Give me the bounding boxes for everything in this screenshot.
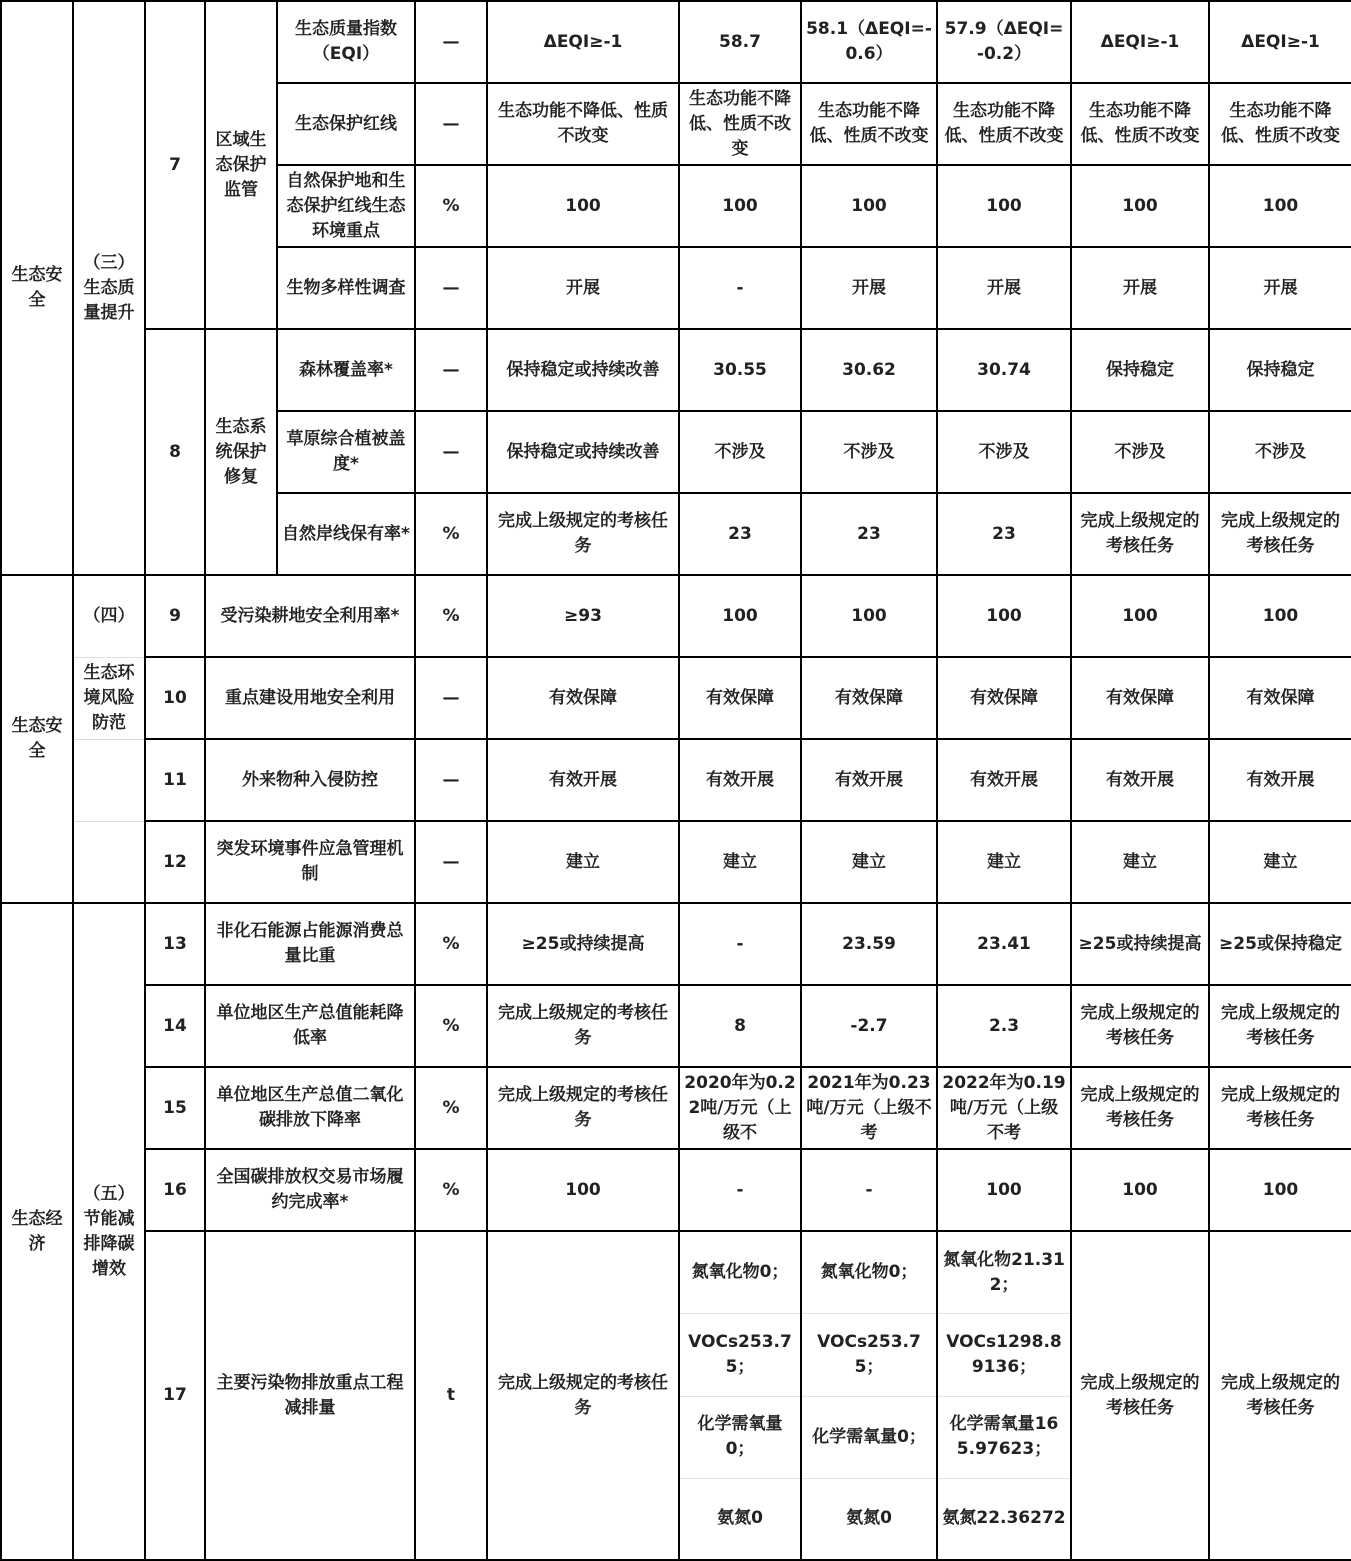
indicator-name: 单位地区生产总值二氧化碳排放下降率 [205, 1067, 415, 1149]
target-cell: ≥93 [487, 575, 679, 657]
target-cell: ≥25或持续提高 [487, 903, 679, 985]
indicator-name: 自然岸线保有率* [277, 493, 415, 575]
value-2020: 100 [679, 575, 801, 657]
plan-value-1: 100 [1071, 1149, 1209, 1231]
pollutant-item: 氨氮0 [680, 1478, 800, 1559]
section-label: 生态经济 [1, 903, 73, 1560]
table-row [1, 985, 1351, 1067]
section-label: 生态安全 [1, 1, 73, 575]
unit-cell: % [415, 1067, 487, 1149]
plan-value-2: 保持稳定 [1209, 329, 1351, 411]
unit-cell: — [415, 329, 487, 411]
unit-cell: — [415, 1, 487, 83]
plan-value-1: 完成上级规定的考核任务 [1071, 493, 1209, 575]
value-2022: 2022年为0.19吨/万元（上级不考 [937, 1067, 1071, 1149]
target-cell: 完成上级规定的考核任务 [487, 1231, 679, 1560]
value-2022: 开展 [937, 247, 1071, 329]
category-label: （三）生态质量提升 [73, 1, 145, 575]
table-row [1, 1231, 1351, 1560]
table-row [1, 1067, 1351, 1149]
indicator-name: 重点建设用地安全利用 [205, 657, 415, 739]
target-cell: 完成上级规定的考核任务 [487, 985, 679, 1067]
pollutant-item: 化学需氧量0； [680, 1396, 800, 1478]
target-cell: 建立 [487, 821, 679, 903]
value-2020: - [679, 903, 801, 985]
unit-cell: % [415, 575, 487, 657]
value-2021: 23.59 [801, 903, 937, 985]
value-2021: 不涉及 [801, 411, 937, 493]
indicator-name: 主要污染物排放重点工程减排量 [205, 1231, 415, 1560]
value-2021: 100 [801, 165, 937, 247]
category-label: （五）节能减排降碳增效 [73, 903, 145, 1560]
subgroup-label: 区域生态保护监管 [205, 1, 277, 329]
unit-cell: — [415, 821, 487, 903]
value-2021 [801, 1231, 937, 1560]
target-cell: 完成上级规定的考核任务 [487, 493, 679, 575]
table-row [1, 329, 1351, 411]
value-2020: 有效保障 [679, 657, 801, 739]
pollutant-item: 氮氧化物0； [820, 1262, 918, 1283]
category-blank [73, 739, 145, 821]
target-cell: ΔEQI≥-1 [487, 1, 679, 83]
indicator-name: 生态保护红线 [277, 83, 415, 165]
value-2020: 2020年为0.22吨/万元（上级不 [679, 1067, 801, 1149]
plan-value-2: 完成上级规定的考核任务 [1209, 493, 1351, 575]
target-cell: 100 [487, 165, 679, 247]
unit-cell: % [415, 903, 487, 985]
category-number: （四） [73, 575, 145, 657]
plan-value-2: 有效开展 [1209, 739, 1351, 821]
plan-value-1: 完成上级规定的考核任务 [1071, 1231, 1209, 1560]
table-row [1, 821, 1351, 903]
table-row [1, 1149, 1351, 1231]
table-row [1, 739, 1351, 821]
indicator-name: 非化石能源占能源消费总量比重 [205, 903, 415, 985]
pollutant-item: 化学需氧量165.97623； [938, 1396, 1070, 1478]
value-2020: 58.7 [679, 1, 801, 83]
value-2020: - [679, 1149, 801, 1231]
unit-cell: — [415, 739, 487, 821]
value-2020: 23 [679, 493, 801, 575]
target-cell: 保持稳定或持续改善 [487, 411, 679, 493]
plan-value-2: 100 [1209, 165, 1351, 247]
pollutant-item: 氨氮22.36272 [938, 1478, 1070, 1559]
plan-value-1: 100 [1071, 165, 1209, 247]
subgroup-label: 生态系统保护修复 [205, 329, 277, 575]
value-2022: 57.9（ΔEQI=-0.2） [937, 1, 1071, 83]
value-2022: 不涉及 [937, 411, 1071, 493]
plan-value-2: 完成上级规定的考核任务 [1209, 1067, 1351, 1149]
value-2020: - [679, 247, 801, 329]
unit-cell: % [415, 985, 487, 1067]
value-2021: - [801, 1149, 937, 1231]
value-2020: 8 [679, 985, 801, 1067]
category-blank [73, 821, 145, 903]
value-2021: 58.1（ΔEQI=-0.6） [801, 1, 937, 83]
target-cell: 100 [487, 1149, 679, 1231]
table-row [1, 903, 1351, 985]
table-row [1, 575, 1351, 657]
value-2022: 100 [937, 1149, 1071, 1231]
pollutant-item: 氮氧化物21.312； [943, 1249, 1065, 1295]
pollutant-item: VOCs1298.89136； [938, 1313, 1070, 1395]
value-2022: 23 [937, 493, 1071, 575]
value-2021: 生态功能不降低、性质不改变 [801, 83, 937, 165]
value-2020: 100 [679, 165, 801, 247]
plan-value-2: 完成上级规定的考核任务 [1209, 1231, 1351, 1560]
row-number: 10 [145, 657, 205, 739]
plan-value-2: 开展 [1209, 247, 1351, 329]
value-2021: 有效保障 [801, 657, 937, 739]
indicator-name: 全国碳排放权交易市场履约完成率* [205, 1149, 415, 1231]
plan-value-1: ≥25或持续提高 [1071, 903, 1209, 985]
row-number: 17 [145, 1231, 205, 1560]
indicator-name: 森林覆盖率* [277, 329, 415, 411]
plan-value-2: 100 [1209, 1149, 1351, 1231]
indicator-name: 自然保护地和生态保护红线生态环境重点 [277, 165, 415, 247]
indicator-name: 生物多样性调查 [277, 247, 415, 329]
plan-value-2: ΔEQI≥-1 [1209, 1, 1351, 83]
row-number: 11 [145, 739, 205, 821]
section-label: 生态安全 [1, 575, 73, 903]
target-cell: 有效开展 [487, 739, 679, 821]
plan-value-2: 100 [1209, 575, 1351, 657]
value-2020: 30.55 [679, 329, 801, 411]
value-2022: 100 [937, 165, 1071, 247]
plan-value-1: 完成上级规定的考核任务 [1071, 1067, 1209, 1149]
row-number: 9 [145, 575, 205, 657]
row-number: 8 [145, 329, 205, 575]
target-cell: 保持稳定或持续改善 [487, 329, 679, 411]
value-2022: 2.3 [937, 985, 1071, 1067]
unit-cell: — [415, 411, 487, 493]
value-2021: 开展 [801, 247, 937, 329]
plan-value-2: 有效保障 [1209, 657, 1351, 739]
plan-value-1: 建立 [1071, 821, 1209, 903]
value-2021: 有效开展 [801, 739, 937, 821]
plan-value-2: 建立 [1209, 821, 1351, 903]
indicator-name: 生态质量指数（EQI） [277, 1, 415, 83]
plan-value-1: 保持稳定 [1071, 329, 1209, 411]
target-cell: 有效保障 [487, 657, 679, 739]
unit-cell: — [415, 657, 487, 739]
row-number: 14 [145, 985, 205, 1067]
row-number: 16 [145, 1149, 205, 1231]
value-2022: 有效开展 [937, 739, 1071, 821]
value-2020: 建立 [679, 821, 801, 903]
plan-value-1: 完成上级规定的考核任务 [1071, 985, 1209, 1067]
value-2021: 30.62 [801, 329, 937, 411]
plan-value-2: ≥25或保持稳定 [1209, 903, 1351, 985]
category-label: 生态环境风险防范 [73, 657, 145, 739]
unit-cell: — [415, 247, 487, 329]
value-2021: 建立 [801, 821, 937, 903]
indicator-name: 单位地区生产总值能耗降低率 [205, 985, 415, 1067]
value-2022 [937, 1231, 1071, 1560]
plan-value-2: 完成上级规定的考核任务 [1209, 985, 1351, 1067]
value-2022: 23.41 [937, 903, 1071, 985]
value-2022: 建立 [937, 821, 1071, 903]
value-2022: 有效保障 [937, 657, 1071, 739]
value-2020 [679, 1231, 801, 1560]
target-cell: 开展 [487, 247, 679, 329]
plan-value-1: 生态功能不降低、性质不改变 [1071, 83, 1209, 165]
pollutant-item: VOCs253.75； [802, 1313, 936, 1395]
pollutant-item: 化学需氧量0； [802, 1396, 936, 1478]
row-number: 15 [145, 1067, 205, 1149]
plan-value-2: 生态功能不降低、性质不改变 [1209, 83, 1351, 165]
value-2020: 生态功能不降低、性质不改变 [679, 83, 801, 165]
indicator-name: 草原综合植被盖度* [277, 411, 415, 493]
pollutant-item: 氨氮0 [802, 1478, 936, 1559]
plan-value-1: 有效开展 [1071, 739, 1209, 821]
target-cell: 完成上级规定的考核任务 [487, 1067, 679, 1149]
plan-value-1: 开展 [1071, 247, 1209, 329]
value-2021: 2021年为0.23吨/万元（上级不考 [801, 1067, 937, 1149]
pollutant-item: 氮氧化物0； [691, 1262, 789, 1283]
table-row [1, 657, 1351, 739]
value-2021: 100 [801, 575, 937, 657]
row-number: 7 [145, 1, 205, 329]
target-cell: 生态功能不降低、性质不改变 [487, 83, 679, 165]
row-number: 13 [145, 903, 205, 985]
indicator-name: 外来物种入侵防控 [205, 739, 415, 821]
value-2022: 100 [937, 575, 1071, 657]
unit-cell: % [415, 165, 487, 247]
plan-value-1: 不涉及 [1071, 411, 1209, 493]
plan-value-1: 100 [1071, 575, 1209, 657]
value-2020: 有效开展 [679, 739, 801, 821]
plan-value-1: ΔEQI≥-1 [1071, 1, 1209, 83]
indicator-name: 突发环境事件应急管理机制 [205, 821, 415, 903]
value-2022: 30.74 [937, 329, 1071, 411]
pollutant-item: VOCs253.75； [680, 1313, 800, 1395]
plan-value-1: 有效保障 [1071, 657, 1209, 739]
value-2021: 23 [801, 493, 937, 575]
value-2020: 不涉及 [679, 411, 801, 493]
value-2021: -2.7 [801, 985, 937, 1067]
unit-cell: t [415, 1231, 487, 1560]
unit-cell: — [415, 83, 487, 165]
value-2022: 生态功能不降低、性质不改变 [937, 83, 1071, 165]
row-number: 12 [145, 821, 205, 903]
plan-value-2: 不涉及 [1209, 411, 1351, 493]
unit-cell: % [415, 493, 487, 575]
indicator-name: 受污染耕地安全利用率* [205, 575, 415, 657]
table-row [1, 1, 1351, 83]
unit-cell: % [415, 1149, 487, 1231]
